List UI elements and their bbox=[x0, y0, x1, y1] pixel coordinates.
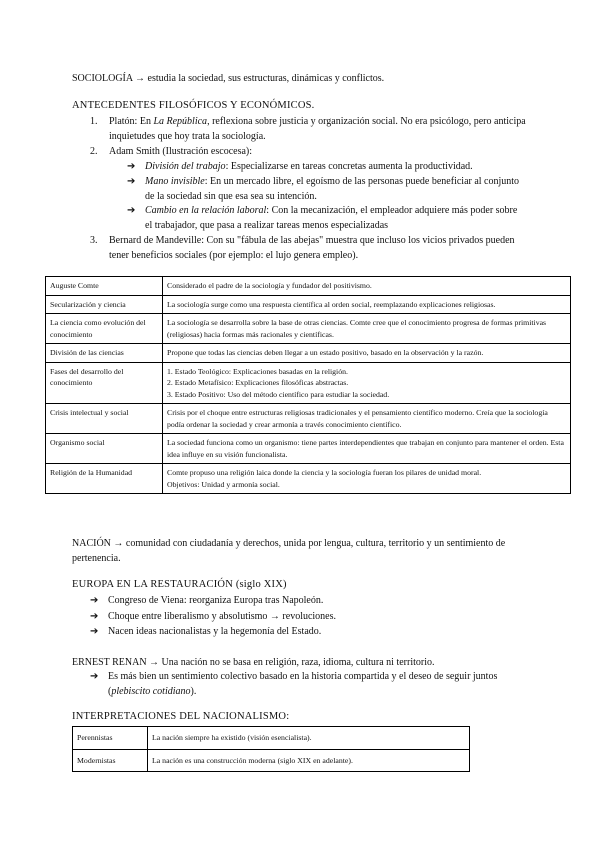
table-row bbox=[46, 277, 571, 296]
europa-item-1: ➔ Congreso de Viena: reorganiza Europa tras Napoleón. bbox=[90, 594, 530, 609]
arrow-bullet-icon: ➔ bbox=[90, 611, 99, 622]
item-number: 3. bbox=[90, 235, 98, 246]
cell-text-line: Considerado el padre de la sociología y fundador del positivismo. bbox=[167, 281, 372, 290]
table-value-cell bbox=[163, 344, 571, 363]
table-value-cell bbox=[163, 434, 571, 464]
table-row bbox=[46, 434, 571, 464]
cell-text-line: Comte propuso una religión laica donde la ciencia y la sociología fueran los pilares de unidad moral. bbox=[167, 468, 482, 477]
arrow-bullet-icon: ➔ bbox=[90, 626, 99, 637]
cell-text-line: La sociología se desarrolla sobre la base de otras ciencias. Comte cree que el conocimiento progresa de formas primitivas (religiosas) hacia formas más racionales y científicas. bbox=[167, 318, 547, 339]
table-row bbox=[46, 464, 571, 494]
comte-table bbox=[45, 276, 571, 494]
adam-smith-point-1: ➔ División del trabajo: Especializarse en tareas concretas aumenta la productividad. bbox=[127, 160, 527, 175]
europa-heading: EUROPA EN LA RESTAURACIÓN (siglo XIX) bbox=[72, 579, 287, 590]
europa-item-3: ➔ Nacen ideas nacionalistas y la hegemonía del Estado. bbox=[90, 625, 530, 640]
antecedentes-item-2 bbox=[90, 145, 530, 160]
cell-text-line: La sociedad funciona como un organismo: tiene partes interdependientes que trabajan en conjunto para mantener el orden. Esta idea influye en su visión funcionalista. bbox=[167, 438, 564, 459]
table-value-cell: La nación es una construcción moderna (siglo XIX en adelante). bbox=[148, 749, 470, 772]
item-number: 2. bbox=[90, 146, 98, 157]
item-text: Adam Smith (Ilustración escocesa): bbox=[109, 146, 253, 157]
table-value-cell: La nación siempre ha existido (visión esencialista). bbox=[148, 727, 470, 750]
cell-text-line: 1. Estado Teológico: Explicaciones basadas en la religión. bbox=[167, 366, 348, 376]
arrow-bullet-icon: ➔ bbox=[127, 161, 136, 172]
table-key-cell: Crisis intelectual y social bbox=[46, 404, 163, 434]
table-key-cell: Organismo social bbox=[46, 434, 163, 464]
item-text: Platón: En La República, reflexiona sobre justicia y organización social. No era psicólogo, pero anticipa inquietudes que hoy trata la sociología. bbox=[109, 116, 526, 142]
cell-text-line: La sociología surge como una respuesta científica al orden social, reemplazando explicaciones religiosas. bbox=[167, 299, 496, 309]
arrow-bullet-icon: ➔ bbox=[127, 176, 136, 187]
cell-text-line: 3. Estado Positivo: Uso del método científico para estudiar la sociedad. bbox=[167, 389, 390, 399]
arrow-bullet-icon: ➔ bbox=[90, 595, 99, 606]
cell-text-line: Crisis por el choque entre estructuras religiosas tradicionales y el pensamiento científico moderno. Creía que la sociología podía ordenar la sociedad y crear armonía a través conocimiento científico. bbox=[167, 408, 548, 429]
sociologia-definition: SOCIOLOGÍA → estudia la sociedad, sus estructuras, dinámicas y conflictos. bbox=[72, 73, 385, 84]
antecedentes-item-1 bbox=[90, 115, 530, 144]
item-number: 1. bbox=[90, 116, 98, 127]
table-row bbox=[46, 362, 571, 404]
cell-text-line: Objetivos: Unidad y armonía social. bbox=[167, 479, 280, 489]
arrow-bullet-icon: ➔ bbox=[90, 671, 99, 682]
table-key-cell: División de las ciencias bbox=[46, 344, 163, 363]
table-row bbox=[46, 344, 571, 363]
nacion-definition: NACIÓN → comunidad con ciudadanía y derechos, unida por lengua, cultura, territorio y un sentimiento de pertenencia. bbox=[72, 538, 506, 564]
table-row bbox=[46, 314, 571, 344]
table-key-cell: Religión de la Humanidad bbox=[46, 464, 163, 494]
cell-text-line: 2. Estado Metafísico: Explicaciones filosóficas abstractas. bbox=[167, 378, 349, 387]
table-row bbox=[73, 749, 470, 772]
table-value-cell bbox=[163, 362, 571, 404]
table-value-cell bbox=[163, 314, 571, 344]
table-value-cell bbox=[163, 295, 571, 314]
item-text: Bernard de Mandeville: Con su "fábula de las abejas" muestra que incluso los vicios privados pueden tener beneficios sociales (por ejemplo: el lujo genera empleo). bbox=[109, 235, 515, 261]
table-key-cell: Perennistas bbox=[73, 727, 148, 750]
renan-line: ERNEST RENAN → Una nación no se basa en religión, raza, idioma, cultura ni territorio. bbox=[72, 657, 435, 668]
antecedentes-heading: ANTECEDENTES FILOSÓFICOS Y ECONÓMICOS. bbox=[72, 100, 315, 111]
table-value-cell bbox=[163, 404, 571, 434]
table-key-cell: La ciencia como evolución del conocimiento bbox=[46, 314, 163, 344]
nacionalismo-table bbox=[72, 726, 470, 772]
table-value-cell bbox=[163, 464, 571, 494]
cell-text-line: Propone que todas las ciencias deben llegar a un estado positivo, basado en la observación y la razón. bbox=[167, 348, 484, 357]
table-row bbox=[46, 295, 571, 314]
table-key-cell: Fases del desarrollo del conocimiento bbox=[46, 362, 163, 404]
table-value-cell bbox=[163, 277, 571, 296]
renan-item: ➔ Es más bien un sentimiento colectivo basado en la historia compartida y el deseo de seguir juntos (plebiscito cotidiano). bbox=[90, 671, 498, 697]
table-key-cell: Auguste Comte bbox=[46, 277, 163, 296]
table-row bbox=[46, 404, 571, 434]
table-key-cell: Modernistas bbox=[73, 749, 148, 772]
table-key-cell: Secularización y ciencia bbox=[46, 295, 163, 314]
adam-smith-point-2: ➔ Mano invisible: En un mercado libre, el egoísmo de las personas puede beneficiar al conjunto de la sociedad sin que esa sea su intención. bbox=[127, 176, 520, 202]
interpretaciones-heading: INTERPRETACIONES DEL NACIONALISMO: bbox=[72, 711, 290, 722]
antecedentes-item-3 bbox=[90, 234, 530, 263]
table-row bbox=[73, 727, 470, 750]
adam-smith-point-3: ➔ Cambio en la relación laboral: Con la mecanización, el empleador adquiere más poder sobre el trabajador, que pasa a realizar tareas menos especializadas bbox=[127, 205, 518, 231]
europa-item-2: ➔ Choque entre liberalismo y absolutismo → revoluciones. bbox=[90, 610, 530, 625]
arrow-bullet-icon: ➔ bbox=[127, 205, 136, 216]
